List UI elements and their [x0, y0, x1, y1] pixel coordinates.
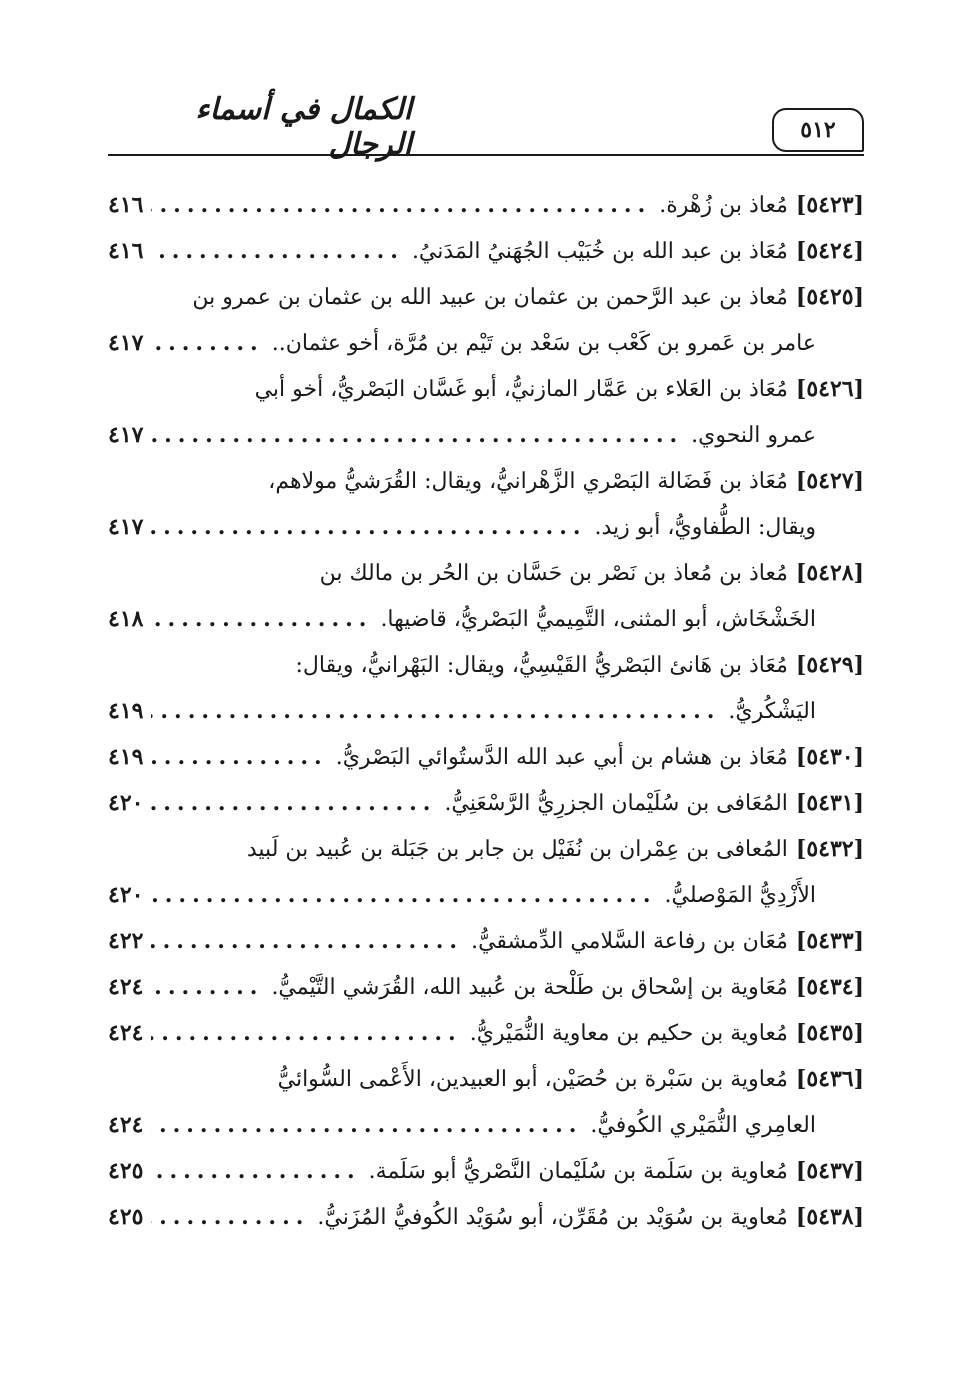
entry-line [108, 872, 864, 918]
page-number: ٥١٢ [772, 108, 864, 152]
entry-number: [٥٤٢٤] [795, 238, 864, 264]
entry-text: ويقال: الطُّفاويُّ، أبو زيد. [594, 515, 816, 540]
entry-page-ref: ٤٢٤ [108, 1112, 144, 1138]
entry-text: مُعاوية بن حكيم بن معاوية النُّمَيْريُّ. [469, 1021, 788, 1046]
entry-number: [٥٤٣٢] [795, 836, 864, 862]
index-entry [108, 274, 864, 366]
index-entry [108, 734, 864, 780]
entry-line [108, 228, 864, 274]
index-entry [108, 228, 864, 274]
index-entry [108, 1148, 864, 1194]
leader-dots [151, 1194, 309, 1240]
entry-number: [٥٤٢٧] [795, 468, 864, 494]
entry-text: مُعَاوية بن إسْحاق بن طَلْحة بن عُبيد الله، القُرَشي التَّيْميُّ. [271, 975, 788, 1000]
entry-page-ref: ٤١٦ [108, 192, 144, 218]
entry-line [108, 412, 864, 458]
entry-line [108, 1194, 864, 1240]
entry-line [108, 826, 864, 872]
entry-page-ref: ٤٢٤ [108, 974, 144, 1000]
entry-text: الأَزْدِيُّ المَوْصليُّ. [664, 883, 816, 908]
entry-number: [٥٤٣٦] [795, 1066, 864, 1092]
entry-line [108, 688, 864, 734]
leader-dots [151, 688, 720, 734]
entry-line [108, 1010, 864, 1056]
index-entry [108, 780, 864, 826]
entry-number: [٥٤٣٧] [795, 1158, 864, 1184]
leader-dots [151, 872, 656, 918]
entry-line [108, 734, 864, 780]
entry-line [108, 504, 864, 550]
entry-number: [٥٤٣٥] [795, 1020, 864, 1046]
entry-page-ref: ٤٢٤ [108, 1020, 144, 1046]
entry-line [108, 780, 864, 826]
entry-text: الخَشْخَاش، أبو المثنى، التَّمِيميُّ البَصْريُّ، قاضيها. [380, 607, 816, 632]
entry-number: [٥٤٢٥] [795, 284, 864, 310]
entry-page-ref: ٤١٧ [108, 330, 144, 356]
entry-number: [٥٤٢٨] [795, 560, 864, 586]
entry-page-ref: ٤١٩ [108, 698, 144, 724]
index-entry [108, 918, 864, 964]
index-entry [108, 1010, 864, 1056]
entry-number: [٥٤٣٣] [795, 928, 864, 954]
entry-number: [٥٤٣٨] [795, 1204, 864, 1230]
entry-number: [٥٤٢٩] [795, 652, 864, 678]
entry-text: مُعاوية بن سَلَمة بن سُلَيْمان النَّصْريُّ أبو سَلَمة. [368, 1159, 788, 1184]
index-entry [108, 182, 864, 228]
entry-page-ref: ٤٢٥ [108, 1204, 144, 1230]
book-title: الكمال في أسماء الرجال [195, 92, 412, 162]
leader-dots [151, 918, 463, 964]
entry-text: مُعاذ بن زُهْرة. [659, 193, 788, 218]
entry-text: المُعافى بن عِمْران بن نُفَيْل بن جابر بن جَبَلة بن عُبيد بن لَبيد [246, 837, 788, 862]
entry-page-ref: ٤٢٠ [108, 882, 144, 908]
entry-text: مُعاذ بن عبد الرَّحمن بن عثمان بن عبيد الله بن عثمان بن عمرو بن [192, 285, 788, 310]
page-header [108, 92, 864, 162]
entry-line [108, 320, 864, 366]
entry-number: [٥٤٢٦] [795, 376, 864, 402]
index-entry [108, 550, 864, 642]
index-entry [108, 826, 864, 918]
entry-page-ref: ٤١٨ [108, 606, 144, 632]
leader-dots [151, 964, 263, 1010]
entry-line [108, 550, 864, 596]
leader-dots [151, 734, 327, 780]
leader-dots [151, 412, 683, 458]
entry-page-ref: ٤٢٢ [108, 928, 144, 954]
leader-dots [151, 182, 651, 228]
leader-dots [151, 1148, 360, 1194]
entry-text: عمرو النحوي. [691, 423, 816, 448]
entry-line [108, 182, 864, 228]
entry-page-ref: ٤١٩ [108, 744, 144, 770]
entry-text: مُعاذ بن مُعاذ بن نَصْر بن حَسَّان بن الحُر بن مالك بن [319, 561, 788, 586]
entry-line [108, 458, 864, 504]
entry-page-ref: ٤٢٠ [108, 790, 144, 816]
entry-line [108, 918, 864, 964]
leader-dots [151, 596, 372, 642]
entry-text: مُعَاذ بن هَانئ البَصْريُّ القَيْسِيُّ، ويقال: البَهْرانيُّ، ويقال: [295, 653, 788, 678]
entry-line [108, 964, 864, 1010]
entry-text: مُعَاذ بن فَضَالة البَصْري الزَّهْرانيُّ، ويقال: القُرَشيُّ مولاهم، [268, 469, 788, 494]
entry-page-ref: ٤١٧ [108, 514, 144, 540]
entry-text: مُعَان بن رفاعة السَّلامي الدِّمشقيُّ. [471, 929, 788, 954]
leader-dots [151, 780, 436, 826]
leader-dots [151, 1010, 461, 1056]
entry-line [108, 366, 864, 412]
entry-line [108, 274, 864, 320]
entry-number: [٥٤٣٤] [795, 974, 864, 1000]
entry-page-ref: ٤١٧ [108, 422, 144, 448]
leader-dots [151, 228, 403, 274]
index-entry [108, 366, 864, 458]
entry-text: مُعَاذ بن عبد الله بن خُبَيْب الجُهَنيُ المَدَنيُ. [411, 239, 788, 264]
entry-text: العامِري النُّمَيْري الكُوفيُّ. [590, 1113, 816, 1138]
entry-text: مُعاوية بن سُوَيْد بن مُقَرِّن، أبو سُوَيْد الكُوفيُّ المُزَنيُّ. [317, 1205, 788, 1230]
entry-text: مُعَاذ بن هشام بن أبي عبد الله الدَّستُوائي البَصْريُّ. [335, 745, 788, 770]
leader-dots [151, 1102, 582, 1148]
entry-line [108, 642, 864, 688]
entry-number: [٥٤٣١] [795, 790, 864, 816]
entry-line [108, 1148, 864, 1194]
entry-text: المُعَافى بن سُلَيْمان الجزرِيُّ الرَّسْعَنِيُّ. [444, 791, 788, 816]
index-entry [108, 458, 864, 550]
index-entry [108, 642, 864, 734]
entry-line [108, 1056, 864, 1102]
index-entry [108, 964, 864, 1010]
leader-dots [151, 504, 586, 550]
entry-page-ref: ٤١٦ [108, 238, 144, 264]
entry-number: [٥٤٢٣] [795, 192, 864, 218]
index-entries [108, 182, 864, 1240]
leader-dots [151, 320, 263, 366]
index-entry [108, 1194, 864, 1240]
index-entry [108, 1056, 864, 1148]
entry-page-ref: ٤٢٥ [108, 1158, 144, 1184]
header-rule [108, 154, 864, 156]
entry-text: اليَشْكُريُّ. [728, 699, 816, 724]
entry-text: مُعاوية بن سَبْرة بن حُصَيْن، أبو العبيدين، الأَعْمى السُّوائيُّ [277, 1067, 788, 1092]
entry-text: مُعَاذ بن العَلاء بن عَمَّار المازنيُّ، أبو غَسَّان البَصْريُّ، أخو أبي [254, 377, 788, 402]
entry-text: عامر بن عَمرو بن كَعْب بن سَعْد بن تَيْم بن مُرَّة، أخو عثمان.. [271, 331, 816, 356]
entry-line [108, 596, 864, 642]
entry-line [108, 1102, 864, 1148]
entry-number: [٥٤٣٠] [795, 744, 864, 770]
